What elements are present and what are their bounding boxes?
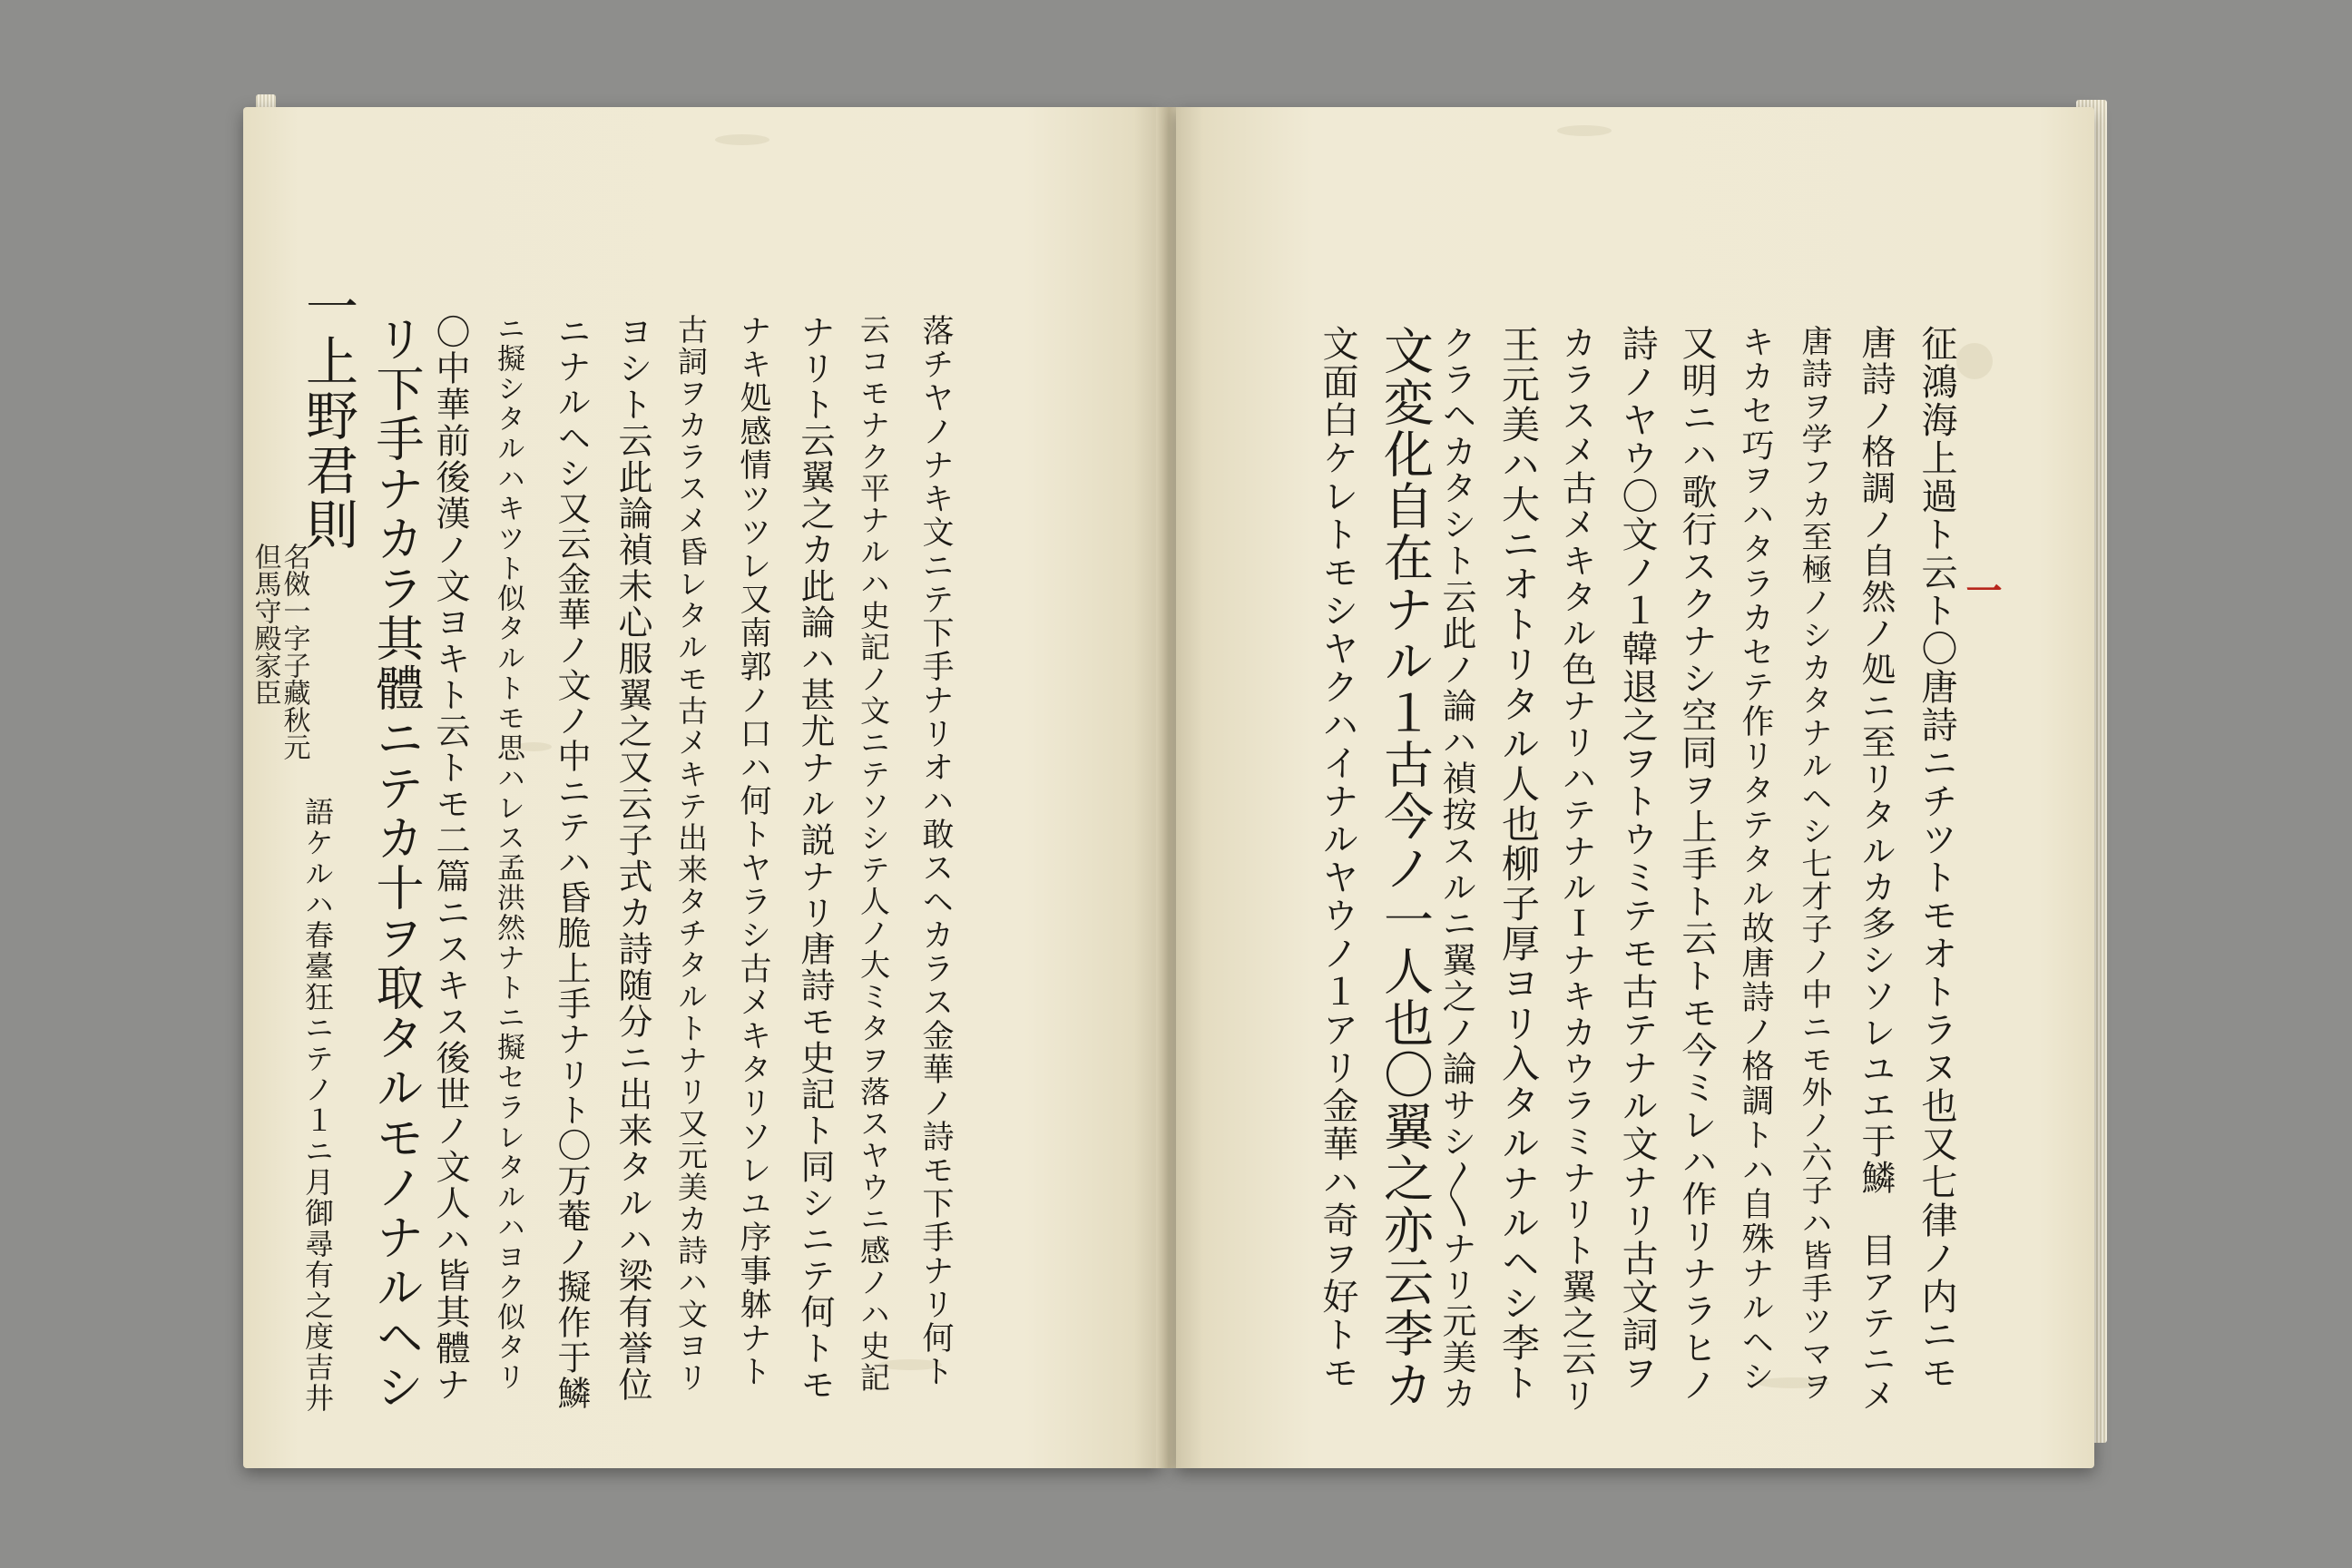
- heading-subnote-1: 名傚一字子藏秋元: [278, 543, 310, 760]
- left-column-8: ニ擬シタルハキツト似タルトモ思ハレス孟洪然ナトニ擬セラレタルハヨク似タリ: [492, 314, 524, 1392]
- left-column-6: ヨシト云此論禎未心服翼之又云子式カ詩随分ニ出来タルハ梁有誉位: [612, 314, 652, 1403]
- left-column-9: 〇中華前後漢ノ文ヨキト云トモ二篇ニスキス後世ノ文人ハ皆其體ナ: [430, 314, 470, 1403]
- right-column-8: 王元美ハ大ニオトリタル人也柳子厚ヨリ入タルナルヘシ李ト: [1496, 325, 1541, 1403]
- right-column-4: キカセ巧ヲハタラカセテ作リタテタル故唐詩ノ格調トハ自殊ナルヘシ: [1737, 325, 1774, 1394]
- left-page: [243, 107, 1161, 1468]
- right-column-3: 唐詩ヲ学フカ至極ノシカタナルヘシ七才子ノ中ニモ外ノ六子ハ皆手ツマヲ: [1796, 325, 1832, 1403]
- right-column-7: カラスメ古メキタル色ナリハテナルＩナキカウラミナリト翼之云リ: [1556, 325, 1596, 1414]
- left-column-4: ナキ処感情ツツレ又南郭ノ口ハ何トヤラシ古メキタリソレユ序事躰ナト: [735, 314, 771, 1388]
- left-column-10: リ下手ナカラ其體ニテカ十ヲ取タルモノナルヘシ: [368, 314, 424, 1412]
- left-column-7: ニナルヘシ又云金華ノ文ノ中ニテハ昏脆上手ナリト〇万菴ノ擬作于鱗: [552, 314, 591, 1411]
- heading-subnote-2: 但馬守殿家臣: [249, 543, 281, 706]
- right-column-1: 征鴻海上過ト云ト〇唐詩ニチツトモオトラヌ也又七律ノ内ニモ: [1916, 325, 1957, 1392]
- entry-heading-continuation: 語ケルハ春臺狂ニテノ１ニ月御尋有之度吉井: [300, 797, 335, 1414]
- red-annotation-mark: 一: [1960, 572, 2003, 608]
- entry-heading: 一上野君則: [297, 279, 358, 552]
- right-column-6: 詩ノヤウ〇文ノ１韓退之ヲトウミテモ古テナル文ナリ古文詞ヲ: [1616, 325, 1658, 1392]
- left-column-5: 古詞ヲカラスメ昏レタルモ古メキテ出来タチタルトナリ又元美カ詩ハ文ヨリ: [673, 314, 709, 1394]
- right-column-11: 文面白ケレトモシヤクハイナルヤウノ１アリ金華ハ奇ヲ好トモ: [1317, 325, 1358, 1392]
- left-column-3: ナリト云翼之カ此論ハ甚尤ナル説ナリ唐詩モ史記ト同シニテ何トモ: [795, 314, 835, 1403]
- right-column-2: 唐詩ノ格調ノ自然ノ処ニ至リタルカ多シソレユエ于鱗 目アテニメ: [1856, 325, 1896, 1414]
- right-page: [1176, 107, 2094, 1468]
- right-column-9: クラヘカタシト云此ノ論ハ禎按スルニ翼之ノ論サシ〳〵ナリ元美カ: [1436, 325, 1476, 1412]
- right-column-5: 又明ニハ歌行スクナシ空同ヲ上手ト云トモ今ミレハ作リナラヒノ: [1676, 325, 1717, 1404]
- left-column-1: 落チヤノナキ文ニテ下手ナリオハ敢スヘカラス金華ノ詩モ下手ナリ何ト: [917, 314, 954, 1388]
- left-column-2: 云コモナク平ナルハ史記ノ文ニテソシテ人ノ大ミタヲ落スヤウニ感ノハ史記: [856, 314, 891, 1394]
- right-column-10: 文変化自在ナル１古今ノ一人也〇翼之亦云李カ: [1376, 325, 1434, 1411]
